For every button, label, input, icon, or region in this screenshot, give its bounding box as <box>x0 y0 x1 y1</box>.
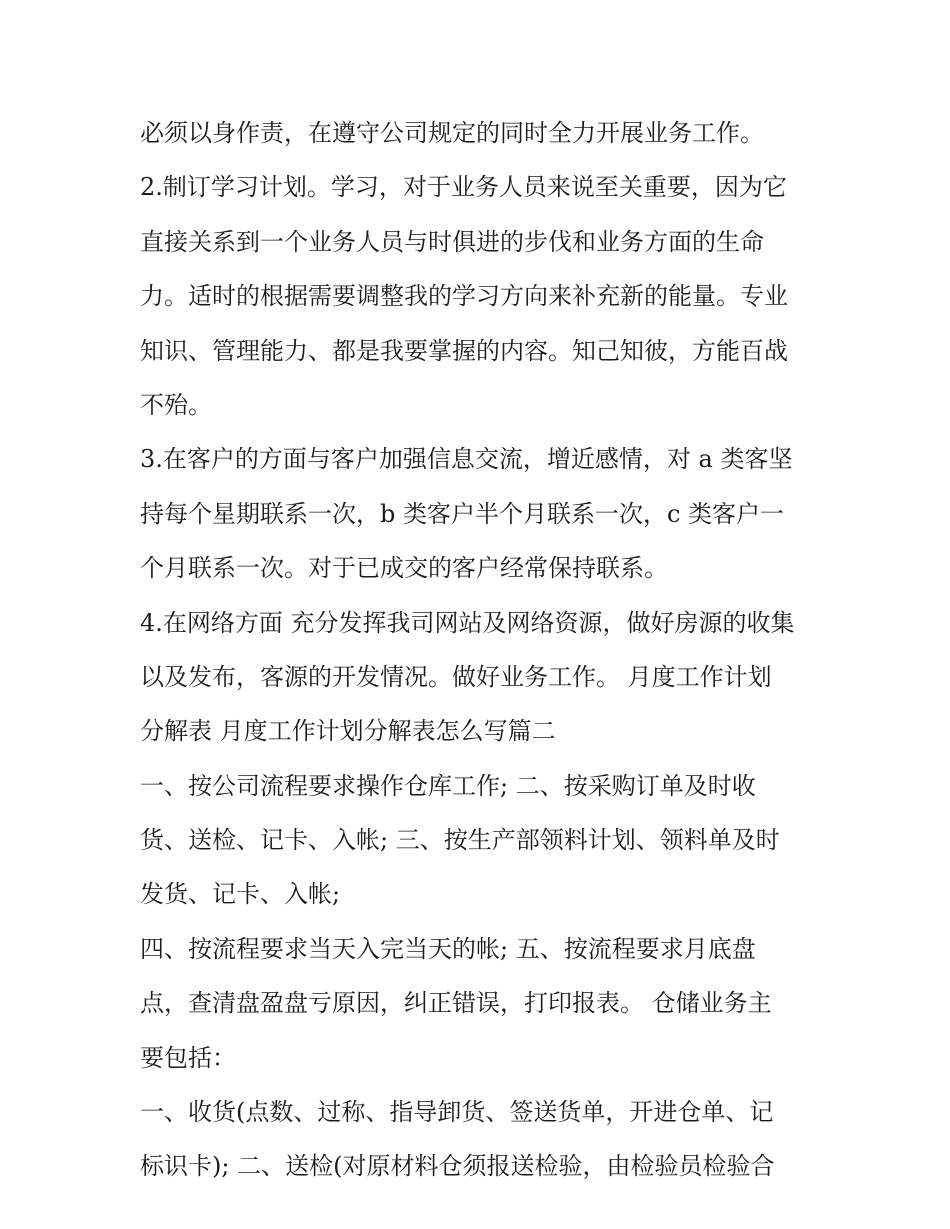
text-line: 分解表 月度工作计划分解表怎么写篇二 <box>140 717 556 746</box>
text-line: 一、按公司流程要求操作仓库工作; 二、按采购订单及时收 <box>140 771 756 800</box>
text-line: 直接关系到一个业务人员与时俱进的步伐和业务方面的生命 <box>140 227 764 256</box>
text-line: 持每个星期联系一次，b 类客户半个月联系一次，c 类客户一 <box>140 499 785 528</box>
text-line: 3.在客户的方面与客户加强信息交流，增近感情，对 a 类客坚 <box>140 445 793 474</box>
text-line: 四、按流程要求当天入完当天的帐; 五、按流程要求月底盘 <box>140 934 756 963</box>
text-line: 发货、记卡、入帐; <box>140 880 341 909</box>
text-line: 2.制订学习计划。学习，对于业务人员来说至关重要，因为它 <box>140 173 787 202</box>
text-line: 力。适时的根据需要调整我的学习方向来补充新的能量。专业 <box>140 282 788 311</box>
document-body <box>140 106 830 1194</box>
text-line: 不殆。 <box>140 390 212 419</box>
text-line: 标识卡); 二、送检(对原材料仓须报送检验，由检验员检验合 <box>140 1152 775 1181</box>
text-line: 以及发布，客源的开发情况。做好业务工作。 月度工作计划 <box>140 662 772 691</box>
text-line: 要包括： <box>140 1043 236 1072</box>
text-line: 货、送检、记卡、入帐; 三、按生产部领料计划、领料单及时 <box>140 826 780 855</box>
text-line: 一、收货(点数、过称、指导卸货、签送货单，开进仓单、记 <box>140 1098 774 1127</box>
text-line: 4.在网络方面 充分发挥我司网站及网络资源，做好房源的收集 <box>140 608 795 637</box>
text-line: 知识、管理能力、都是我要掌握的内容。知己知彼，方能百战 <box>140 336 788 365</box>
text-line: 必须以身作责，在遵守公司规定的同时全力开展业务工作。 <box>140 119 764 147</box>
text-line: 点，查清盘盈盘亏原因，纠正错误，打印报表。 仓储业务主 <box>140 989 772 1018</box>
text-line: 个月联系一次。对于已成交的客户经常保持联系。 <box>140 554 668 583</box>
